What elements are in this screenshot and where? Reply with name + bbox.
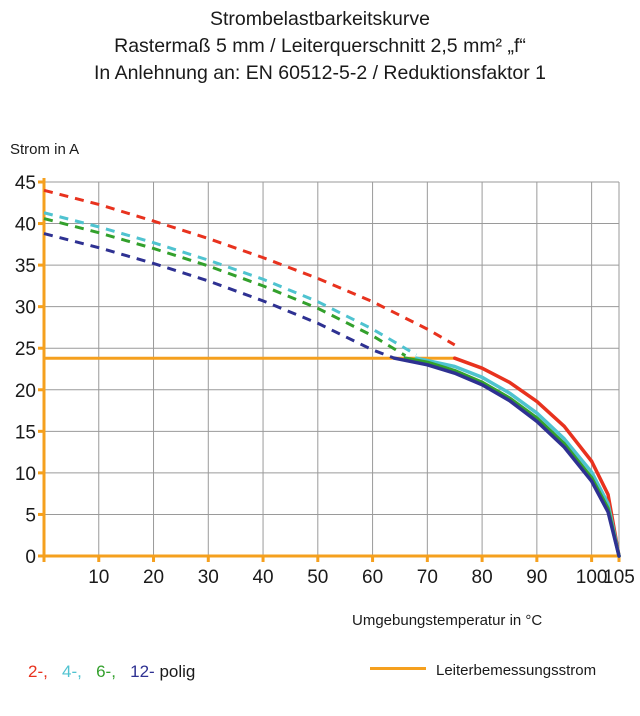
legend-rated-current [370,662,596,679]
legend-item-12polig: 12- [130,662,155,681]
legend-item-6polig: 6-, [96,662,116,681]
legend-line-swatch-icon [370,667,426,670]
title-line-2: Rastermaß 5 mm / Leiterquerschnitt 2,5 mm² „f“ [114,35,526,57]
title-line-3: In Anlehnung an: EN 60512-5-2 / Reduktionsfaktor 1 [93,62,547,84]
y-tick-label: 15 [14,422,36,444]
y-tick-label: 20 [14,380,36,402]
series-line-dashed [44,234,394,359]
legend-item-2polig: 2-, [28,662,48,681]
x-tick-label: 60 [362,567,384,588]
chart-plot-area [0,160,640,600]
legend-rated-current-label: Leiterbemessungsstrom [436,662,597,679]
x-tick-label: 105 [603,567,635,588]
chart-legend [0,662,640,702]
x-tick-label: 90 [526,567,548,588]
x-tick-label: 70 [416,567,438,588]
legend-poles [28,662,195,682]
y-tick-label: 35 [14,256,36,278]
y-tick-label: 45 [14,173,36,194]
x-tick-label: 30 [197,567,219,588]
chart-svg [0,160,640,600]
x-tick-label: 10 [88,567,110,588]
series-line-dashed [44,219,405,356]
x-tick-label: 100 [575,567,608,588]
y-tick-label: 25 [14,339,36,361]
x-tick-label: 40 [252,567,274,588]
y-tick-label: 40 [14,214,36,236]
x-axis-title: Umgebungstemperatur in °C [352,612,543,629]
y-tick-label: 5 [25,505,36,527]
y-tick-label: 10 [14,463,36,485]
y-tick-label: 30 [14,297,36,319]
series-line-solid [394,358,619,556]
y-tick-label: 0 [25,547,36,568]
series-line-dashed [44,190,455,345]
legend-item-4polig: 4-, [62,662,82,681]
y-axis-title: Strom in A [10,141,80,158]
chart-title-block [0,0,640,87]
series-line-dashed [44,213,416,355]
legend-polig-suffix: polig [159,662,196,681]
x-tick-label: 80 [471,567,493,588]
x-tick-label: 20 [142,567,165,588]
x-tick-label: 50 [307,567,329,588]
title-line-1: Strombelastbarkeitskurve [209,8,430,30]
